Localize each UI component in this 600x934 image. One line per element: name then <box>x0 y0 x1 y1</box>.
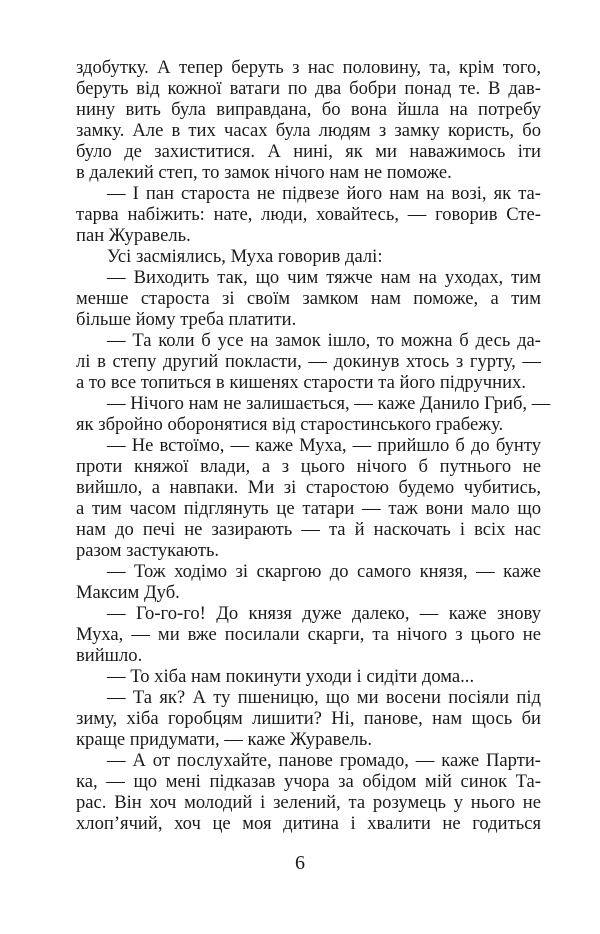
text-line: як збройно оборонятися від старостинського грабежу. <box>76 414 504 435</box>
text-line: пан Журавель. <box>76 225 191 246</box>
text-line: ка, — що мені підказав учора за обідом мій синок Та- <box>76 771 541 792</box>
text-line: менше староста зі своїм замком нам поможе, а тим <box>76 288 541 309</box>
text-line: — Тож ходімо зі скаргою до самого князя, — каже <box>107 561 541 582</box>
text-line: проти княжої влади, а з цього нічого б путнього не <box>76 456 541 477</box>
text-line: було де захиститися. А нині, як ми наважимось іти <box>76 141 541 162</box>
text-line: краще придумати, — каже Журавель. <box>76 729 372 750</box>
text-line: а тим часом підглянуть це татари — таж вони мало що <box>76 498 541 519</box>
text-line: — І пан староста не підвезе його нам на возі, як та- <box>107 183 541 204</box>
text-line: Усі засміялись, Муха говорив далі: <box>107 246 383 267</box>
text-line: лі в степу другий покласти, — докинув хтось з гурту, — <box>76 351 541 372</box>
text-line: нам до печі не зазирають — та й наскочать і всіх нас <box>76 519 541 540</box>
text-line: а то все топиться в кишенях старости та його підручних. <box>76 372 526 393</box>
text-line: разом застукають. <box>76 540 220 561</box>
text-line: вийшло. <box>76 645 143 666</box>
text-line: тарва набіжить: нате, люди, ховайтесь, — говорив Сте- <box>76 204 541 225</box>
text-line: Максим Дуб. <box>76 582 180 603</box>
text-line: Муха, — ми вже посилали скарги, та нічого з цього не <box>76 624 541 645</box>
text-line: в далекий степ, то замок нічого нам не поможе. <box>76 162 452 183</box>
text-line: — Не встоїмо, — каже Муха, — прийшло б до бунту <box>107 435 541 456</box>
body-text <box>76 57 551 834</box>
text-line: хлоп’ячий, хоч це моя дитина і хвалити не годиться <box>76 813 541 834</box>
text-line: — То хіба нам покинути уходи і сидіти дома... <box>107 666 475 687</box>
text-line: — Виходить так, що чим тяжче нам на уходах, тим <box>107 267 541 288</box>
text-line: рас. Він хоч молодий і зелений, та розумець у нього не <box>76 792 541 813</box>
text-line: — А от послухайте, панове громадо, — каже Парти- <box>107 750 541 771</box>
text-line: — Та коли б усе на замок ішло, то можна б десь да- <box>107 330 541 351</box>
text-line: більше йому треба платити. <box>76 309 297 330</box>
text-line: нину вить була виправдана, бо вона йшла на потребу <box>76 99 541 120</box>
text-line: беруть від кожної ватаги по два бобри понад те. В дав- <box>76 78 541 99</box>
text-line: зиму, хіба горобцям лишити? Ні, панове, нам щось би <box>76 708 541 729</box>
text-line: замку. Але в тих часах була людям з замку користь, бо <box>76 120 541 141</box>
text-line: — Го-го-го! До князя дуже далеко, — каже знову <box>107 603 541 624</box>
text-line: — Та як? А ту пшеницю, що ми восени посіяли під <box>107 687 541 708</box>
text-line: вийшло, а навпаки. Ми зі старостою будемо чубитись, <box>76 477 541 498</box>
page-number: 6 <box>295 852 305 874</box>
text-line: здобутку. А тепер беруть з нас половину, та, крім того, <box>76 57 541 78</box>
text-line: — Нічого нам не залишається, — каже Данило Гриб, — <box>107 393 551 414</box>
